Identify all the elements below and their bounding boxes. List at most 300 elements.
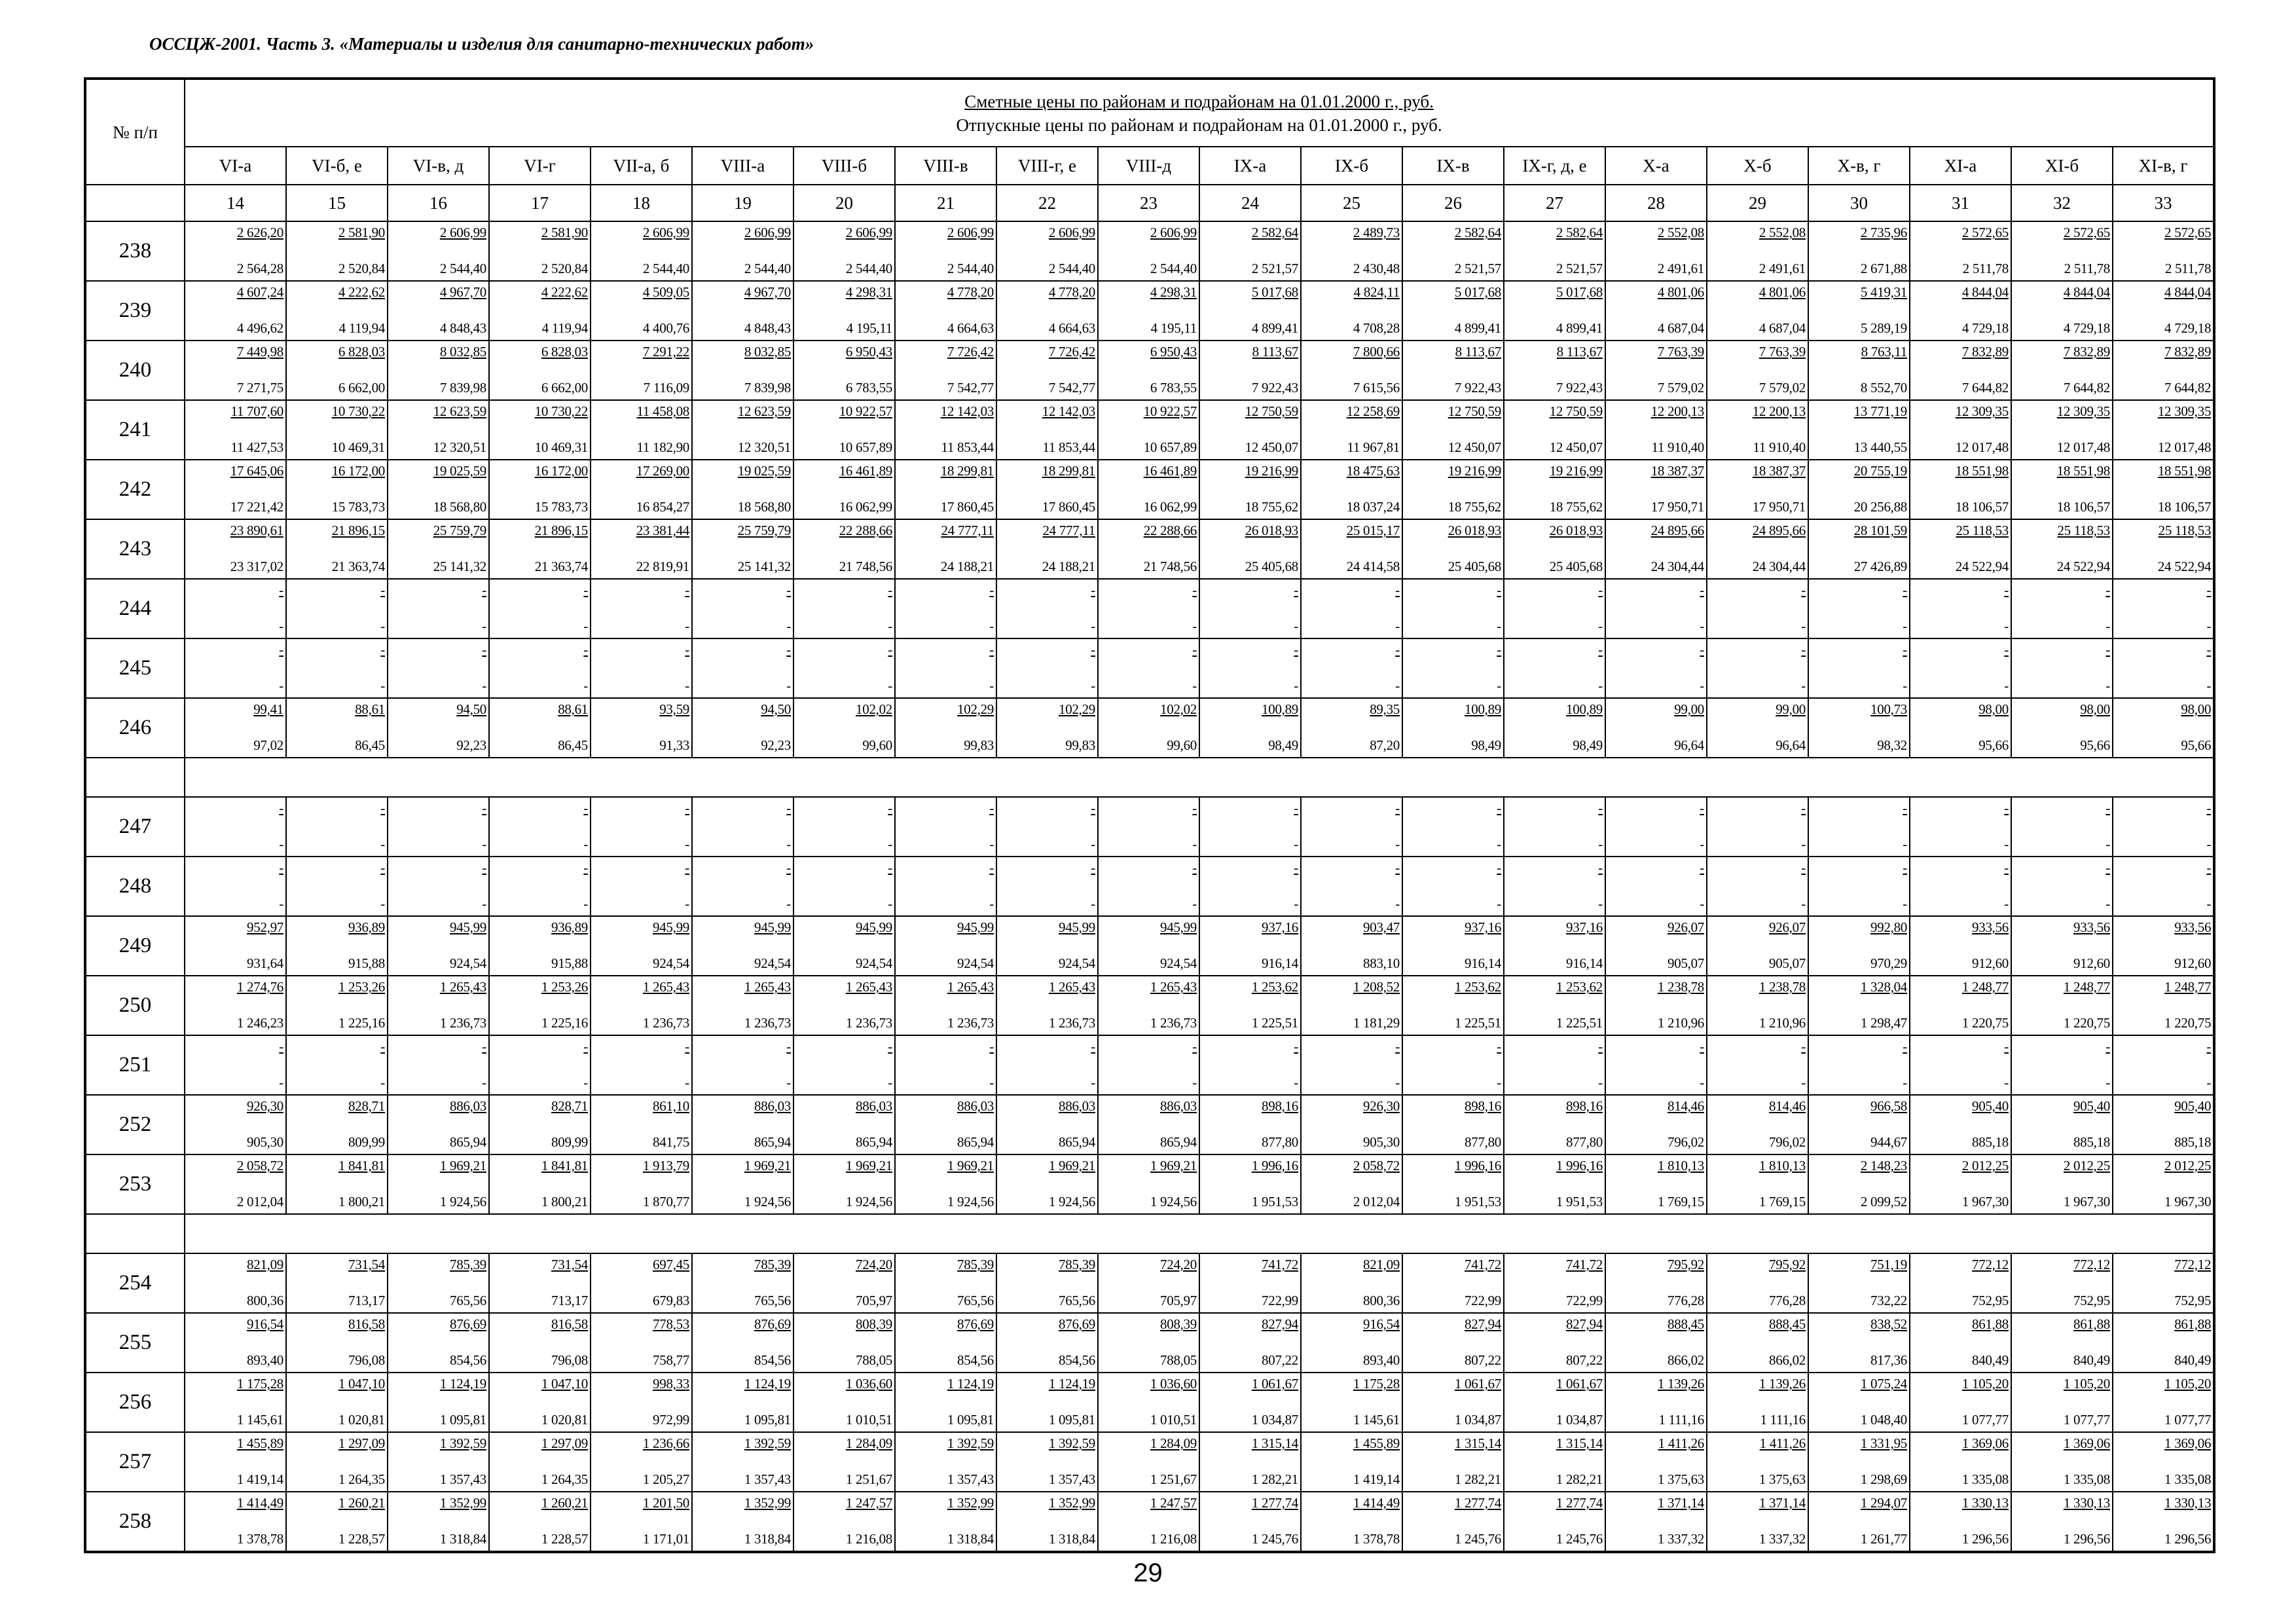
estimated-price: -: [583, 582, 588, 598]
price-cell: [895, 579, 996, 638]
release-price: 96,64: [1776, 737, 1806, 753]
release-price: 905,07: [1667, 955, 1704, 971]
estimated-price: 898,16: [1566, 1098, 1603, 1114]
price-pair: [591, 976, 691, 1035]
release-price: 905,30: [247, 1134, 283, 1150]
release-price: -: [1294, 836, 1298, 852]
estimated-price: -: [989, 1039, 994, 1054]
price-pair: [1403, 699, 1503, 757]
estimated-price: 102,29: [1059, 701, 1095, 717]
price-cell: [1910, 281, 2011, 341]
estimated-price: -: [1801, 1039, 1806, 1054]
price-cell: [489, 460, 591, 519]
release-price: 7 644,82: [2164, 380, 2212, 396]
release-price: 924,54: [1059, 955, 1095, 971]
price-cell: [185, 341, 286, 400]
price-pair: [1200, 699, 1300, 757]
release-price: -: [1294, 678, 1298, 693]
release-price: 8 552,70: [1860, 380, 1907, 396]
release-price: 92,23: [456, 737, 486, 753]
estimated-price: 937,16: [1465, 919, 1501, 935]
estimated-price: 1 036,60: [845, 1376, 892, 1392]
price-cell: [1199, 341, 1301, 400]
price-pair: [388, 798, 488, 856]
price-pair: [794, 639, 894, 697]
release-price: -: [2004, 618, 2009, 634]
price-pair: [185, 976, 285, 1035]
estimated-price: 1 969,21: [947, 1158, 994, 1173]
estimated-price: -: [1395, 582, 1400, 598]
price-cell: [996, 1373, 1098, 1432]
price-cell: [1707, 1373, 1808, 1432]
estimated-price: 22 288,66: [839, 523, 892, 538]
release-price: 1 318,84: [439, 1531, 486, 1547]
estimated-price: -: [1497, 860, 1501, 876]
estimated-price: 933,56: [2174, 919, 2212, 935]
price-cell: [489, 1253, 591, 1313]
price-pair: [1910, 401, 2011, 459]
estimated-price: 7 832,89: [2164, 344, 2212, 360]
release-price: -: [583, 1075, 588, 1090]
column-number: 16: [388, 185, 489, 221]
estimated-price: -: [685, 642, 689, 657]
price-pair: [1302, 580, 1402, 638]
price-cell: [286, 281, 388, 341]
estimated-price: 1 247,57: [845, 1495, 892, 1511]
estimated-price: 966,58: [1870, 1098, 1907, 1114]
price-cell: [286, 1154, 388, 1214]
price-pair: [794, 282, 894, 340]
release-price: 12 017,48: [2157, 439, 2212, 455]
estimated-price: 16 172,00: [534, 463, 588, 479]
estimated-price: -: [1598, 642, 1603, 657]
release-price: 1 335,08: [1961, 1471, 2009, 1487]
price-pair: [794, 1373, 894, 1431]
release-price: 713,17: [551, 1293, 588, 1308]
price-pair: [490, 401, 590, 459]
release-price: -: [685, 618, 689, 634]
price-pair: [1606, 1373, 1706, 1431]
release-price: 1 111,16: [1658, 1412, 1704, 1428]
price-pair: [490, 460, 590, 519]
price-pair: [1200, 857, 1300, 915]
release-price: 1 220,75: [2164, 1015, 2212, 1031]
price-cell: [1199, 579, 1301, 638]
price-pair: [1707, 1096, 1808, 1154]
district-header: IX-в: [1402, 147, 1504, 185]
release-price: 1 245,76: [1454, 1531, 1501, 1547]
price-cell: [1402, 1154, 1504, 1214]
estimated-price: 1 392,59: [1048, 1435, 1095, 1451]
price-cell: [996, 579, 1098, 638]
price-cell: [1910, 976, 2011, 1035]
release-price: 788,05: [1160, 1352, 1197, 1368]
price-pair: [388, 222, 488, 280]
release-price: 98,49: [1573, 737, 1603, 753]
price-cell: [1199, 857, 1301, 916]
estimated-price: 2 489,73: [1353, 225, 1400, 240]
district-header: VIII-а: [692, 147, 793, 185]
price-pair: [1910, 580, 2011, 638]
estimated-price: -: [786, 800, 791, 816]
release-price: 796,02: [1667, 1134, 1704, 1150]
price-pair: [1910, 1314, 2011, 1372]
release-price: 17 860,45: [1042, 499, 1095, 515]
estimated-price: 94,50: [456, 701, 486, 717]
district-header: XI-в, г: [2113, 147, 2214, 185]
price-cell: [895, 1313, 996, 1373]
price-pair: [1403, 798, 1503, 856]
estimated-price: 741,72: [1262, 1257, 1298, 1272]
release-price: 7 542,77: [947, 380, 994, 396]
district-header: X-а: [1605, 147, 1707, 185]
price-pair: [693, 1373, 793, 1431]
estimated-price: 18 387,37: [1752, 463, 1806, 479]
estimated-price: 4 844,04: [2164, 284, 2212, 300]
estimated-price: -: [1294, 642, 1298, 657]
release-price: 705,97: [856, 1293, 892, 1308]
price-cell: [895, 460, 996, 519]
release-price: 24 188,21: [1042, 559, 1095, 574]
price-pair: [1707, 699, 1808, 757]
row-number: 246: [85, 698, 185, 758]
release-price: 1 220,75: [2063, 1015, 2110, 1031]
price-cell: [895, 1095, 996, 1154]
price-cell: [1605, 1154, 1707, 1214]
price-pair: [591, 460, 691, 519]
release-price: 905,07: [1769, 955, 1806, 971]
estimated-price: 886,03: [957, 1098, 994, 1114]
price-pair: [388, 1155, 488, 1213]
district-header: XI-а: [1910, 147, 2011, 185]
price-cell: [489, 1373, 591, 1432]
price-cell: [793, 1154, 895, 1214]
price-pair: [997, 580, 1097, 638]
price-pair: [1403, 460, 1503, 519]
estimated-price: -: [1903, 860, 1907, 876]
table-row: [85, 1313, 2214, 1373]
price-cell: [2113, 638, 2214, 698]
price-cell: [388, 400, 489, 460]
estimated-price: 10 922,57: [839, 403, 892, 419]
price-cell: [1098, 1095, 1199, 1154]
price-cell: [996, 460, 1098, 519]
price-cell: [1605, 1432, 1707, 1492]
estimated-price: 827,94: [1566, 1316, 1603, 1332]
column-number: 33: [2113, 185, 2214, 221]
estimated-price: -: [380, 1039, 385, 1054]
price-cell: [388, 1253, 489, 1313]
release-price: 2 544,40: [1048, 261, 1095, 276]
release-price: 1 337,32: [1758, 1531, 1806, 1547]
estimated-price: 2 606,99: [642, 225, 689, 240]
price-cell: [2113, 1035, 2214, 1095]
separator-blank: [85, 1214, 185, 1253]
estimated-price: 18 299,81: [1042, 463, 1095, 479]
price-pair: [997, 520, 1097, 578]
release-price: 788,05: [856, 1352, 892, 1368]
price-pair: [693, 460, 793, 519]
price-cell: [1504, 1373, 1605, 1432]
price-pair: [896, 401, 996, 459]
price-cell: [591, 638, 692, 698]
price-pair: [997, 1314, 1097, 1372]
table-row: [85, 1492, 2214, 1552]
price-cell: [1707, 916, 1808, 976]
release-price: 796,08: [348, 1352, 385, 1368]
release-price: 865,94: [754, 1134, 791, 1150]
release-price: 1 010,51: [845, 1412, 892, 1428]
release-price: 924,54: [957, 955, 994, 971]
release-price: 1 924,56: [744, 1194, 791, 1209]
estimated-price: 827,94: [1465, 1316, 1501, 1332]
price-cell: [1301, 916, 1402, 976]
price-cell: [1402, 1253, 1504, 1313]
price-cell: [1504, 341, 1605, 400]
release-price: -: [1801, 678, 1806, 693]
row-number: 239: [85, 281, 185, 341]
estimated-price: 785,39: [957, 1257, 994, 1272]
price-cell: [2011, 1035, 2113, 1095]
estimated-price: 12 309,35: [1955, 403, 2009, 419]
price-pair: [1099, 1373, 1199, 1431]
price-cell: [2113, 221, 2214, 281]
release-price: 95,66: [2080, 737, 2110, 753]
estimated-price: 4 298,31: [845, 284, 892, 300]
district-header: XI-б: [2011, 147, 2113, 185]
price-pair: [997, 1096, 1097, 1154]
price-cell: [2011, 341, 2113, 400]
price-cell: [1605, 638, 1707, 698]
release-price: -: [279, 618, 283, 634]
release-price: -: [482, 896, 486, 912]
estimated-price: 1 265,43: [439, 979, 486, 995]
estimated-price: 945,99: [653, 919, 689, 935]
price-pair: [794, 341, 894, 399]
price-pair: [1910, 282, 2011, 340]
release-price: 4 195,11: [846, 320, 892, 336]
release-price: -: [1497, 618, 1501, 634]
estimated-price: 821,09: [1363, 1257, 1400, 1272]
estimated-price: 741,72: [1465, 1257, 1501, 1272]
price-cell: [1707, 400, 1808, 460]
price-pair: [591, 1433, 691, 1491]
price-cell: [1504, 638, 1605, 698]
estimated-price: 1 047,10: [338, 1376, 385, 1392]
estimated-price: 1 253,62: [1251, 979, 1298, 995]
release-price: 752,95: [1972, 1293, 2009, 1308]
price-pair: [997, 222, 1097, 280]
price-pair: [388, 1096, 488, 1154]
price-cell: [388, 857, 489, 916]
estimated-price: 8 032,85: [439, 344, 486, 360]
estimated-price: 1 411,26: [1759, 1435, 1806, 1451]
price-pair: [490, 1254, 590, 1312]
price-cell: [1199, 1432, 1301, 1492]
price-pair: [591, 639, 691, 697]
price-pair: [2012, 699, 2112, 757]
estimated-price: -: [1192, 1039, 1197, 1054]
release-price: 15 783,73: [534, 499, 588, 515]
release-price: 18 106,57: [2157, 499, 2212, 515]
district-header: X-б: [1707, 147, 1808, 185]
release-price: 98,49: [1471, 737, 1501, 753]
release-price: 18 037,24: [1346, 499, 1400, 515]
release-price: -: [1700, 1075, 1704, 1090]
estimated-price: -: [482, 860, 486, 876]
release-price: -: [2105, 678, 2110, 693]
estimated-price: 1 036,60: [1150, 1376, 1197, 1392]
price-pair: [1910, 639, 2011, 697]
release-price: 912,60: [2174, 955, 2212, 971]
release-price: 10 469,31: [331, 439, 385, 455]
release-price: 4 195,11: [1150, 320, 1197, 336]
table-row: [85, 1154, 2214, 1214]
price-pair: [1403, 520, 1503, 578]
release-price: 17 860,45: [940, 499, 994, 515]
estimated-price: 861,10: [653, 1098, 689, 1114]
estimated-price: 25 015,17: [1346, 523, 1400, 538]
estimated-price: 1 047,10: [541, 1376, 588, 1392]
estimated-price: 7 763,39: [1657, 344, 1704, 360]
release-price: 11 182,90: [636, 439, 689, 455]
price-cell: [388, 797, 489, 857]
price-pair: [388, 976, 488, 1035]
price-pair: [2012, 341, 2112, 399]
estimated-price: 2 606,99: [1048, 225, 1095, 240]
price-pair: [1504, 798, 1605, 856]
price-pair: [287, 1433, 387, 1491]
release-price: -: [482, 836, 486, 852]
price-cell: [591, 857, 692, 916]
price-pair: [490, 917, 590, 975]
release-price: -: [279, 678, 283, 693]
estimated-price: 1 284,09: [1150, 1435, 1197, 1451]
estimated-price: 26 018,93: [1245, 523, 1298, 538]
price-pair: [1707, 1036, 1808, 1094]
estimated-price: 2 581,90: [541, 225, 588, 240]
estimated-price: -: [1294, 1039, 1298, 1054]
estimated-price: -: [1395, 642, 1400, 657]
release-price: 1 210,96: [1657, 1015, 1704, 1031]
price-pair: [1809, 341, 1909, 399]
price-cell: [692, 1313, 793, 1373]
release-price: -: [1497, 1075, 1501, 1090]
release-price: 10 469,31: [534, 439, 588, 455]
release-price: -: [888, 1075, 892, 1090]
price-cell: [1504, 221, 1605, 281]
price-cell: [388, 638, 489, 698]
release-price: 1 419,14: [236, 1471, 283, 1487]
estimated-price: 21 896,15: [331, 523, 385, 538]
price-cell: [1910, 400, 2011, 460]
price-cell: [1402, 400, 1504, 460]
estimated-price: 1 247,57: [1150, 1495, 1197, 1511]
price-cell: [1808, 281, 1910, 341]
release-price: 12 320,51: [433, 439, 486, 455]
price-pair: [1606, 1314, 1706, 1372]
price-cell: [996, 341, 1098, 400]
price-pair: [693, 580, 793, 638]
price-pair: [1504, 917, 1605, 975]
price-pair: [1099, 1492, 1199, 1551]
price-cell: [996, 638, 1098, 698]
price-cell: [1098, 1313, 1199, 1373]
price-pair: [2113, 1433, 2213, 1491]
table-body: [85, 221, 2214, 1552]
price-pair: [1504, 976, 1605, 1035]
release-price: 18 568,80: [737, 499, 791, 515]
estimated-price: 4 222,62: [541, 284, 588, 300]
estimated-price: 2 606,99: [947, 225, 994, 240]
price-cell: [1301, 460, 1402, 519]
release-price: 796,02: [1769, 1134, 1806, 1150]
estimated-price: 17 645,06: [230, 463, 283, 479]
estimated-price: -: [1801, 582, 1806, 598]
estimated-price: -: [1903, 1039, 1907, 1054]
price-pair: [490, 1433, 590, 1491]
estimated-price: 18 387,37: [1650, 463, 1704, 479]
price-cell: [692, 1253, 793, 1313]
price-cell: [185, 1313, 286, 1373]
estimated-price: 1 414,49: [1353, 1495, 1400, 1511]
table-row: [85, 857, 2214, 916]
estimated-price: 1 315,14: [1251, 1435, 1298, 1451]
release-price: 1 296,56: [2063, 1531, 2110, 1547]
price-pair: [1707, 1314, 1808, 1372]
release-price: -: [1091, 678, 1095, 693]
price-pair: [591, 917, 691, 975]
estimated-price: 1 105,20: [2063, 1376, 2110, 1392]
estimated-price: -: [1192, 800, 1197, 816]
estimated-price: 926,30: [247, 1098, 283, 1114]
price-pair: [1606, 401, 1706, 459]
release-price: 7 922,43: [1556, 380, 1603, 396]
release-price: 722,99: [1262, 1293, 1298, 1308]
estimated-price: 88,61: [558, 701, 588, 717]
price-pair: [490, 639, 590, 697]
release-price: 12 017,48: [1955, 439, 2009, 455]
price-cell: [388, 698, 489, 758]
estimated-price: 1 260,21: [338, 1495, 385, 1511]
price-cell: [489, 1492, 591, 1552]
release-price: 1 171,01: [642, 1531, 689, 1547]
estimated-price: 8 113,67: [1556, 344, 1603, 360]
price-cell: [1504, 519, 1605, 579]
price-pair: [794, 699, 894, 757]
release-price: 21 363,74: [534, 559, 588, 574]
price-cell: [489, 221, 591, 281]
price-pair: [693, 1096, 793, 1154]
price-pair: [997, 282, 1097, 340]
price-pair: [185, 401, 285, 459]
estimated-price: 1 238,78: [1657, 979, 1704, 995]
row-number: 245: [85, 638, 185, 698]
price-cell: [1402, 1313, 1504, 1373]
release-price: 865,94: [957, 1134, 994, 1150]
release-price: -: [1598, 618, 1603, 634]
release-price: 4 899,41: [1454, 320, 1501, 336]
estimated-price: 827,94: [1262, 1316, 1298, 1332]
release-price: -: [1598, 1075, 1603, 1090]
price-cell: [286, 1035, 388, 1095]
price-pair: [185, 282, 285, 340]
estimated-price: 6 828,03: [541, 344, 588, 360]
release-price: 877,80: [1465, 1134, 1501, 1150]
price-cell: [1605, 1253, 1707, 1313]
price-cell: [1098, 341, 1199, 400]
estimated-price: 2 552,08: [1657, 225, 1704, 240]
